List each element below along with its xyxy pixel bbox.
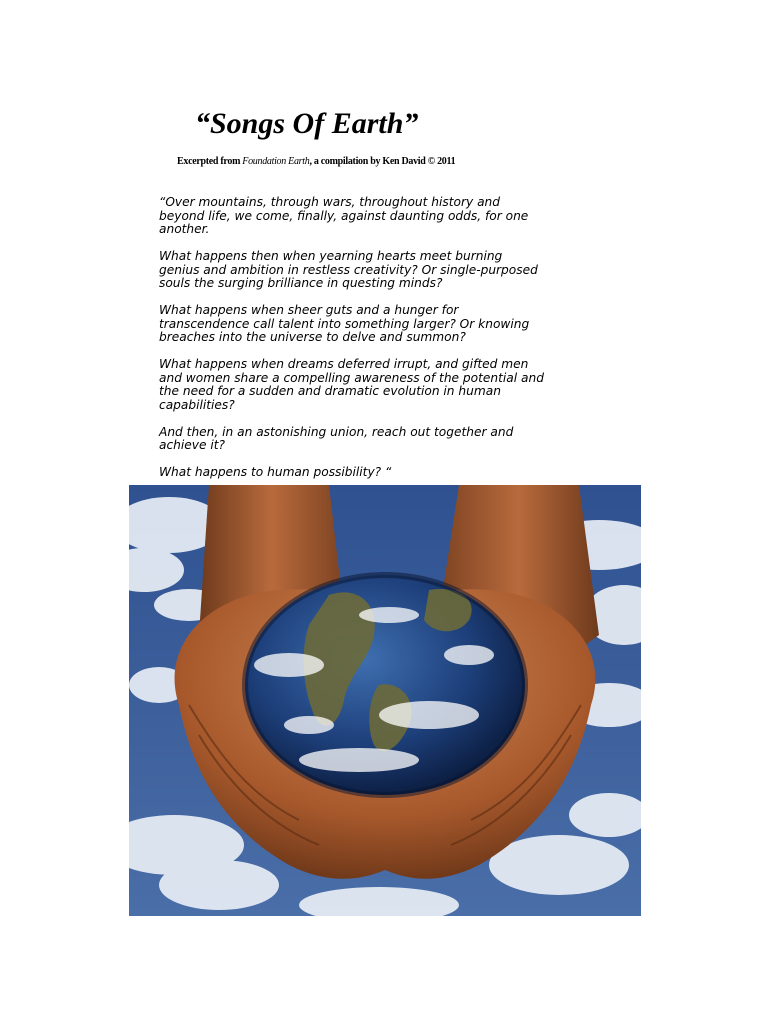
excerpt-paragraph: “Over mountains, through wars, throughout history and beyond life, we come, finally, against daunting odds, for one another. — [159, 195, 529, 236]
document-title: “Songs Of Earth” — [195, 107, 419, 140]
excerpt-paragraph: What happens then when yearning hearts meet burning genius and ambition in restless creativity? Or single-purposed souls the surging brilliance in questing minds? — [159, 249, 538, 290]
excerpt-paragraph: What happens when dreams deferred irrupt, and gifted men and women share a compelling awareness of the potential and the need for a sudden and dramatic evolution in human capabilities? — [159, 357, 544, 412]
earth-in-hands-illustration — [129, 485, 641, 916]
excerpt-text — [159, 196, 544, 480]
earth-in-hands-image — [129, 485, 641, 916]
excerpt-closing: What happens to human possibility? “ — [159, 465, 392, 479]
excerpt-paragraph: What happens when sheer guts and a hunger for transcendence call talent into something larger? Or knowing breaches into the universe to delve and summon? — [159, 303, 530, 344]
byline — [177, 155, 455, 169]
byline-prefix: Excerpted from — [177, 156, 243, 167]
byline-book-title: Foundation Earth — [242, 156, 310, 167]
excerpt-paragraph: And then, in an astonishing union, reach out together and achieve it? — [159, 424, 514, 452]
byline-suffix: , a compilation by Ken David © 2011 — [309, 156, 456, 167]
